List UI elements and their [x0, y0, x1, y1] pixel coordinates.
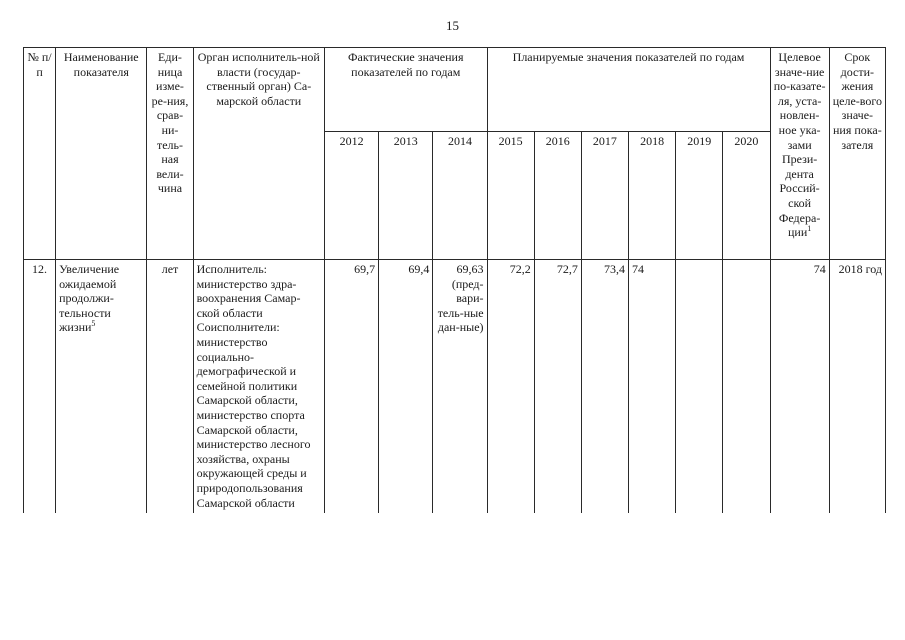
header-actual-values: Фактические значения показателей по годам [325, 48, 488, 132]
header-planned-values: Планируемые значения показателей по годам [487, 48, 770, 132]
header-deadline: Срок дости-жения целе-вого значе-ния пока-зателя [829, 48, 885, 260]
header-year-2015: 2015 [487, 132, 534, 260]
header-year-2012: 2012 [325, 132, 379, 260]
header-unit: Еди-ница изме-ре-ния, срав-ни-тель-ная вели-чина [147, 48, 193, 260]
header-year-2016: 2016 [534, 132, 581, 260]
header-year-2013: 2013 [379, 132, 433, 260]
footnote-marker: 5 [91, 319, 96, 329]
row-target-value: 74 [770, 260, 829, 514]
header-year-2020: 2020 [723, 132, 770, 260]
header-number: № п/п [24, 48, 56, 260]
row-value-2020 [723, 260, 770, 514]
row-value-2013: 69,4 [379, 260, 433, 514]
row-value-2018: 74 [629, 260, 676, 514]
footnote-marker: 1 [807, 224, 812, 234]
row-value-2019 [676, 260, 723, 514]
indicators-table [23, 47, 886, 513]
header-indicator-name: Наименование показателя [56, 48, 147, 260]
header-authority: Орган исполнитель-ной власти (государ-ственный орган) Са-марской области [193, 48, 324, 260]
row-value-2014: 69,63 (пред-вари-тель-ные дан-ные) [433, 260, 487, 514]
row-value-2012: 69,7 [325, 260, 379, 514]
row-value-2017: 73,4 [581, 260, 628, 514]
header-year-2018: 2018 [629, 132, 676, 260]
row-unit: лет [147, 260, 193, 514]
row-value-2015: 72,2 [487, 260, 534, 514]
row-indicator-name: Увеличение ожидаемой продолжи-тельности жизни$^5$ [56, 260, 147, 514]
header-year-2019: 2019 [676, 132, 723, 260]
row-deadline: 2018 год [829, 260, 885, 514]
header-target-value: Целевое значе-ние по-казате-ля, уста-новлен-ное ука-зами Прези-дента Россий-ской Федера-ции$^1$ [770, 48, 829, 260]
table-row [24, 260, 886, 514]
row-value-2016: 72,7 [534, 260, 581, 514]
row-authority: Исполнитель: министерство здра-воохранения Самар-ской области Соисполнители: министерство социально-демографической и семейной политики Самарской области, министерство спорта Самарской области, министерство лесного хозяйства, охраны окружающей среды и природопользования Самарской области [193, 260, 324, 514]
row-number: 12. [24, 260, 56, 514]
header-year-2017: 2017 [581, 132, 628, 260]
header-year-2014: 2014 [433, 132, 487, 260]
page-number: 15 [446, 18, 459, 33]
